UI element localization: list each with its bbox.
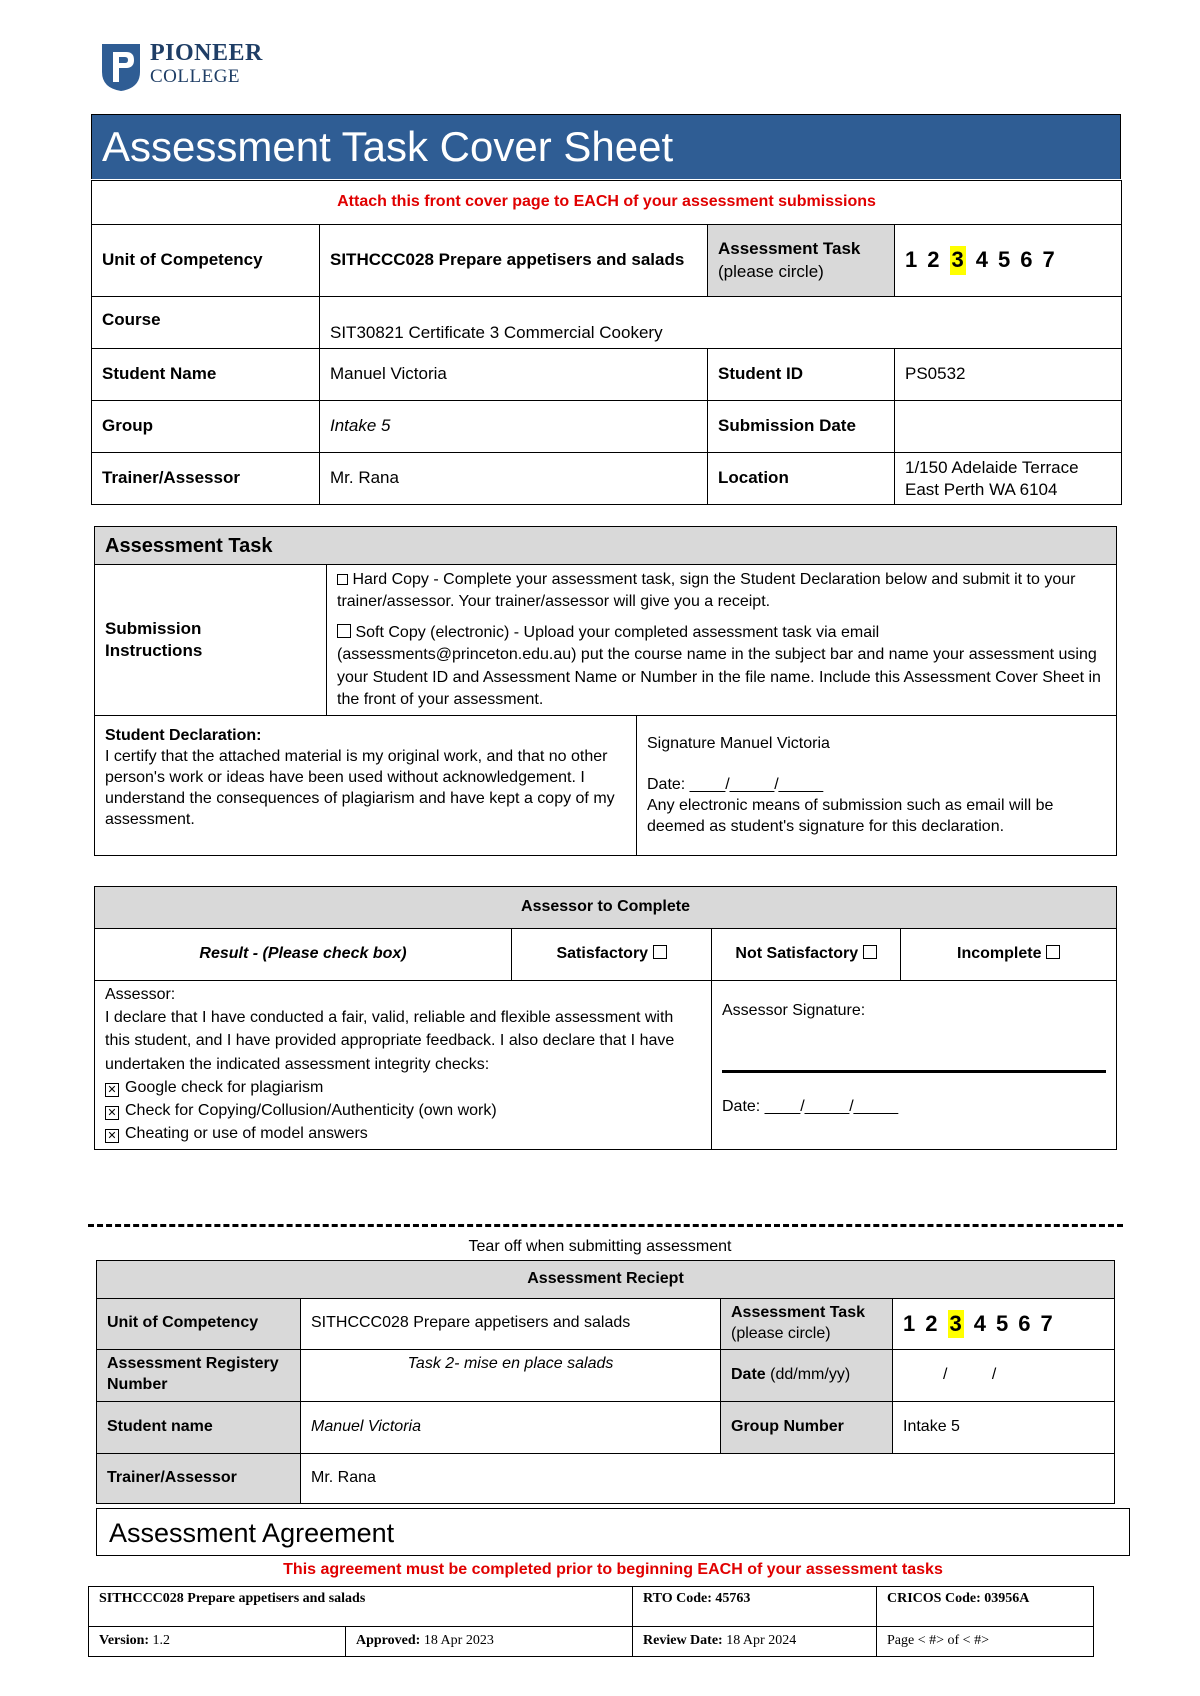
checked-box-icon[interactable]: ✕ [105,1106,119,1120]
receipt-registry-value: Task 2- mise en place salads [301,1349,721,1401]
incomplete-checkbox[interactable] [1046,945,1060,959]
cover-table [91,180,1122,505]
receipt-task-label: Assessment Task [731,1304,865,1321]
assessor-declaration: I declare that I have conducted a fair, valid, reliable and flexible assessment with this student, and I have provided appropriate feedback. I also declare that I have undertaken the indicated assessment integrity checks: [105,1009,675,1073]
receipt-trainer-label: Trainer/Assessor [97,1453,301,1503]
satisfactory-checkbox[interactable] [653,945,667,959]
footer-page: Page < #> of < #> [877,1627,1094,1657]
check-google-label: Google check for plagiarism [125,1078,324,1096]
footer-approved-label: Approved: [356,1633,421,1649]
task-number-6[interactable]: 6 [1020,247,1033,273]
receipt-table [96,1260,1115,1504]
student-signature: Signature Manuel Victoria [647,735,830,753]
receipt-trainer-value: Mr. Rana [301,1453,1115,1503]
not-satisfactory-option[interactable] [712,929,901,981]
electronic-note: Any electronic means of submission such as email will be deemed as student's signature for this declaration. [647,796,1054,835]
student-declaration-cell [95,716,637,856]
attach-notice: Attach this front cover page to EACH of your assessment submissions [92,181,1122,225]
location-value [895,453,1122,505]
incomplete-label: Incomplete [957,945,1042,963]
student-id-label: Student ID [708,349,895,401]
receipt-group-label: Group Number [721,1401,893,1453]
not-satisfactory-checkbox[interactable] [863,945,877,959]
footer-unit: SITHCCC028 Prepare appetisers and salads [89,1587,633,1627]
task-number-selector[interactable] [895,225,1122,297]
assessment-task-table [94,526,1117,856]
footer-rto-value: 45763 [715,1591,751,1606]
footer-version-label: Version: [99,1633,150,1649]
receipt-task-number-selector[interactable] [893,1299,1115,1350]
assessor-table [94,886,1117,1150]
student-declaration-text: I certify that the attached material is my original work, and that no other person's work or ideas have been used without acknowledgement. I understand the consequences of plagiarism and have kept a copy of my assessment. [105,748,615,828]
incomplete-option[interactable] [901,929,1117,981]
task-number-7[interactable]: 7 [1042,247,1055,273]
receipt-unit-value: SITHCCC028 Prepare appetisers and salads [301,1299,721,1350]
logo-line2: COLLEGE [150,66,241,87]
footer-cricos-value: 03956A [984,1591,1030,1606]
receipt-task-hint: (please circle) [731,1324,831,1342]
receipt-date-label-cell [721,1349,893,1401]
assessor-date-line[interactable]: Date: ____/_____/_____ [722,1097,899,1115]
receipt-student-label: Student name [97,1401,301,1453]
assessor-signature-line[interactable] [722,1070,1106,1073]
submission-instructions-label [95,565,327,716]
check-copying[interactable] [105,1099,701,1122]
footer-approved [346,1627,633,1657]
receipt-date-label: Date [731,1365,766,1383]
submission-date-label: Submission Date [708,401,895,453]
footer-table [88,1586,1094,1657]
task-number-5[interactable]: 5 [998,247,1011,273]
checked-box-icon[interactable]: ✕ [105,1083,119,1097]
hard-copy-text: Hard Copy - Complete your assessment task, sign the Student Declaration below and submit it to your trainer/assessor. Your trainer/assessor will give you a receipt. [337,571,1076,611]
footer-review-label: Review Date: [643,1633,723,1649]
student-name-label: Student Name [92,349,320,401]
footer-rto [633,1587,877,1627]
student-name-value: Manuel Victoria [320,349,708,401]
check-cheating[interactable] [105,1122,701,1145]
task-number-4[interactable]: 4 [975,247,988,273]
location-label: Location [708,453,895,505]
soft-copy-text: Soft Copy (electronic) - Upload your completed assessment task via email (assessments@princeton.edu.au) put the course name in the subject bar and name your assessment using your Student ID and Assessment Name or Number in the file name. Include this Assessment Cover Sheet in the front of your assessment. [337,623,1101,708]
receipt-date-value[interactable]: / / [893,1349,1115,1401]
tear-off-text: Tear off when submitting assessment [468,1238,732,1255]
receipt-task-number-1[interactable]: 1 [903,1310,916,1336]
check-google[interactable] [105,1076,701,1099]
satisfactory-option[interactable] [512,929,712,981]
task-label: Assessment Task [718,239,861,259]
pioneer-college-logo [100,40,300,95]
receipt-date-hint: (dd/mm/yy) [770,1365,851,1383]
unit-label: Unit of Competency [92,225,320,297]
unit-value: SITHCCC028 Prepare appetisers and salads [320,225,708,297]
location-line1: 1/150 Adelaide Terrace [905,458,1079,478]
receipt-student-value: Manuel Victoria [301,1401,721,1453]
logo-line1: PIONEER [150,40,263,66]
group-label: Group [92,401,320,453]
student-id-value: PS0532 [895,349,1122,401]
checked-box-icon[interactable]: ✕ [105,1129,119,1143]
hard-copy-checkbox[interactable] [337,574,348,585]
submission-label-line1: Submission [105,619,202,639]
course-value: SIT30821 Certificate 3 Commercial Cookery [320,297,1122,349]
trainer-label: Trainer/Assessor [92,453,320,505]
assessment-task-heading: Assessment Task [95,527,1117,565]
course-label: Course [92,297,320,349]
receipt-group-value: Intake 5 [893,1401,1115,1453]
task-number-2[interactable]: 2 [927,247,940,273]
footer-rto-label: RTO Code: [643,1591,712,1606]
location-line2: East Perth WA 6104 [905,479,1058,499]
receipt-task-number-5[interactable]: 5 [996,1310,1009,1336]
footer-review [633,1627,877,1657]
receipt-task-number-6[interactable]: 6 [1018,1310,1031,1336]
soft-copy-checkbox[interactable] [337,624,351,638]
student-date-line[interactable]: Date: ____/_____/_____ [647,776,824,794]
receipt-registry-label: Assessment Registery Number [97,1349,301,1401]
task-hint: (please circle) [718,261,824,281]
trainer-value: Mr. Rana [320,453,708,505]
submission-instructions [327,565,1117,716]
tear-off-line [88,1224,1123,1227]
footer-review-value: 18 Apr 2024 [726,1633,797,1649]
not-satisfactory-label: Not Satisfactory [735,945,859,963]
student-declaration-heading: Student Declaration: [105,727,262,745]
page-title: Assessment Task Cover Sheet [91,114,1121,179]
receipt-task-number-4[interactable]: 4 [973,1310,986,1336]
assessor-heading: Assessor to Complete [95,887,1117,929]
shield-logo-icon [100,42,146,92]
check-copying-label: Check for Copying/Collusion/Authenticity (own work) [125,1101,497,1119]
receipt-heading: Assessment Reciept [97,1261,1115,1299]
footer-cricos-label: CRICOS Code: [887,1591,981,1606]
footer-version-value: 1.2 [152,1633,171,1649]
footer-version [89,1627,346,1657]
hard-copy-option[interactable] [337,569,1106,614]
student-signature-cell [637,716,1117,856]
receipt-unit-label: Unit of Competency [97,1299,301,1350]
submission-date-field[interactable] [895,401,1122,453]
assessor-declaration-cell [95,981,712,1150]
assessor-signature-label: Assessor Signature: [722,1002,866,1019]
receipt-task-label-cell [721,1299,893,1350]
submission-label-line2: Instructions [105,641,203,661]
agreement-heading: Assessment Agreement [96,1508,1130,1556]
footer-approved-value: 18 Apr 2023 [423,1633,494,1649]
task-number-3-selected[interactable]: 3 [950,246,966,275]
group-value: Intake 5 [320,401,708,453]
check-cheating-label: Cheating or use of model answers [125,1125,368,1143]
task-label-cell [708,225,895,297]
receipt-task-number-2[interactable]: 2 [925,1310,938,1336]
footer-cricos [877,1587,1094,1627]
task-number-1[interactable]: 1 [905,247,918,273]
receipt-task-number-3-selected[interactable]: 3 [948,1310,964,1339]
agreement-notice: This agreement must be completed prior to beginning EACH of your assessment tasks [283,1561,943,1578]
assessor-signature-cell [712,981,1117,1150]
assessor-label: Assessor: [105,986,176,1003]
receipt-task-number-7[interactable]: 7 [1040,1310,1053,1336]
satisfactory-label: Satisfactory [556,945,649,963]
result-label: Result - (Please check box) [95,929,512,981]
soft-copy-option[interactable] [337,622,1106,712]
